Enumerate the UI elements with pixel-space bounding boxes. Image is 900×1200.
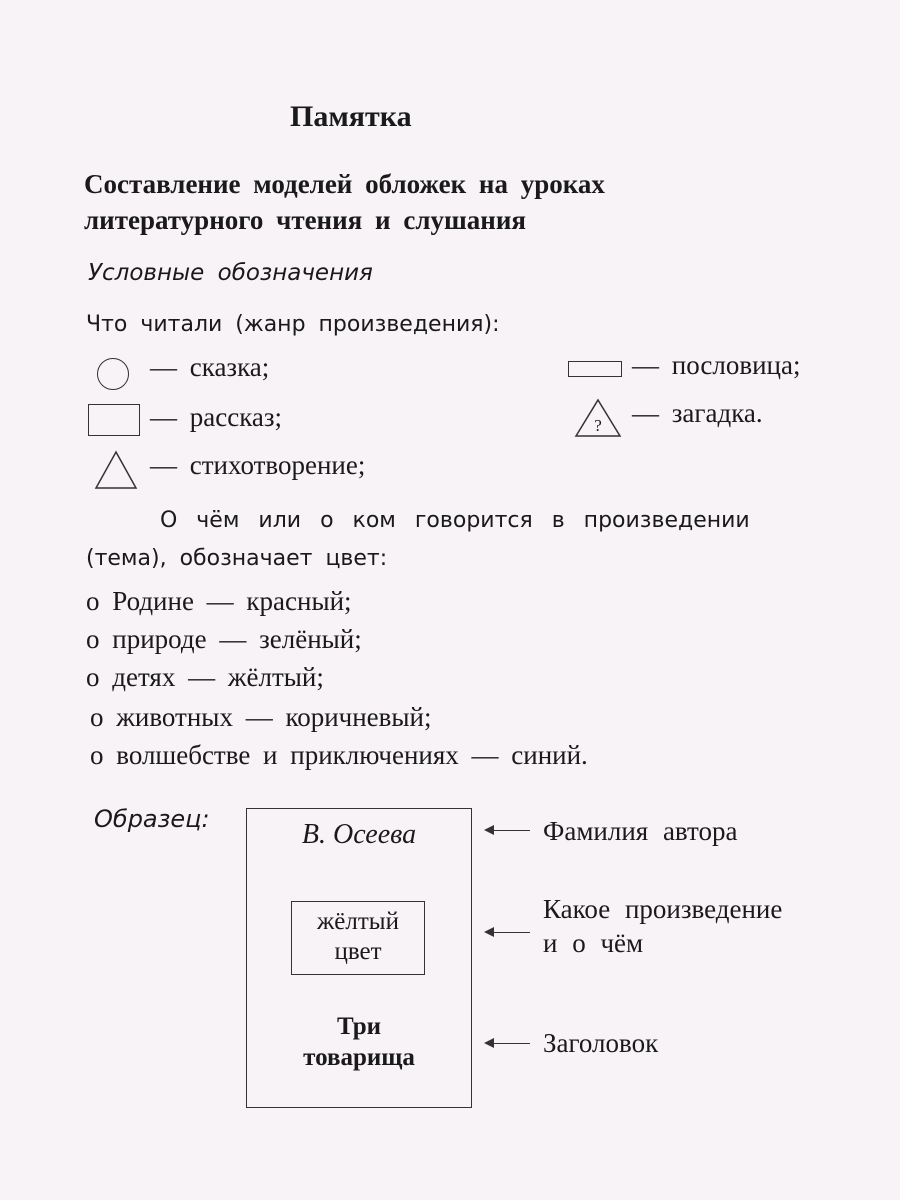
genre-riddle-label: — загадка. [632,398,763,428]
theme-line-1: О чём или о ком говорится в произведении [160,508,750,533]
cover-title-line-1: Три [336,1013,382,1040]
subtitle [84,166,605,238]
theme-item-homeland: о Родине — красный; [86,586,352,616]
sample-label: Образец: [94,805,210,833]
cover-title [247,1011,471,1073]
subtitle-line-2: литературного чтения и слушания [84,205,526,235]
circle-symbol [97,358,129,390]
theme-line-2: (тема), обозначает цвет: [86,546,388,571]
flat-rectangle-symbol [568,361,622,377]
rectangle-symbol [88,404,140,436]
cover-color-line-1: жёлтый [317,908,399,935]
cover-author: В. Осеева [301,819,417,850]
cover-color-line-2: цвет [334,938,382,965]
note-heading: Заголовок [543,1028,659,1058]
triangle-question-symbol [574,398,622,438]
theme-item-children: о детях — жёлтый; [86,662,324,692]
note-which-work-line-2: и о чём [543,928,644,958]
genre-poem-label: — стихотворение; [150,450,366,480]
subtitle-line-1: Составление моделей обложек на уроках [84,169,605,199]
cover-color-box [291,901,425,975]
triangle-symbol [94,450,138,490]
genre-proverb-label: — пословица; [632,350,801,380]
arrow-left-icon [486,1043,530,1044]
cover-title-line-2: товарища [303,1044,415,1071]
legend-heading: Условные обозначения [88,260,373,286]
note-which-work [543,892,782,960]
theme-item-nature: о природе — зелёный; [86,624,362,654]
sample-cover [246,808,472,1108]
theme-item-animals: о животных — коричневый; [90,702,432,732]
genre-prompt: Что читали (жанр произведения): [86,312,500,337]
page-title: Памятка [290,100,412,133]
theme-item-magic: о волшебстве и приключениях — синий. [90,740,588,770]
arrow-left-icon [486,932,530,933]
question-mark-symbol: ? [594,416,602,435]
genre-fairy-tale-label: — сказка; [150,352,270,382]
note-author-surname: Фамилия автора [543,816,738,846]
arrow-left-icon [486,830,530,831]
note-which-work-line-1: Какое произведение [543,894,783,924]
genre-story-label: — рассказ; [150,402,283,432]
